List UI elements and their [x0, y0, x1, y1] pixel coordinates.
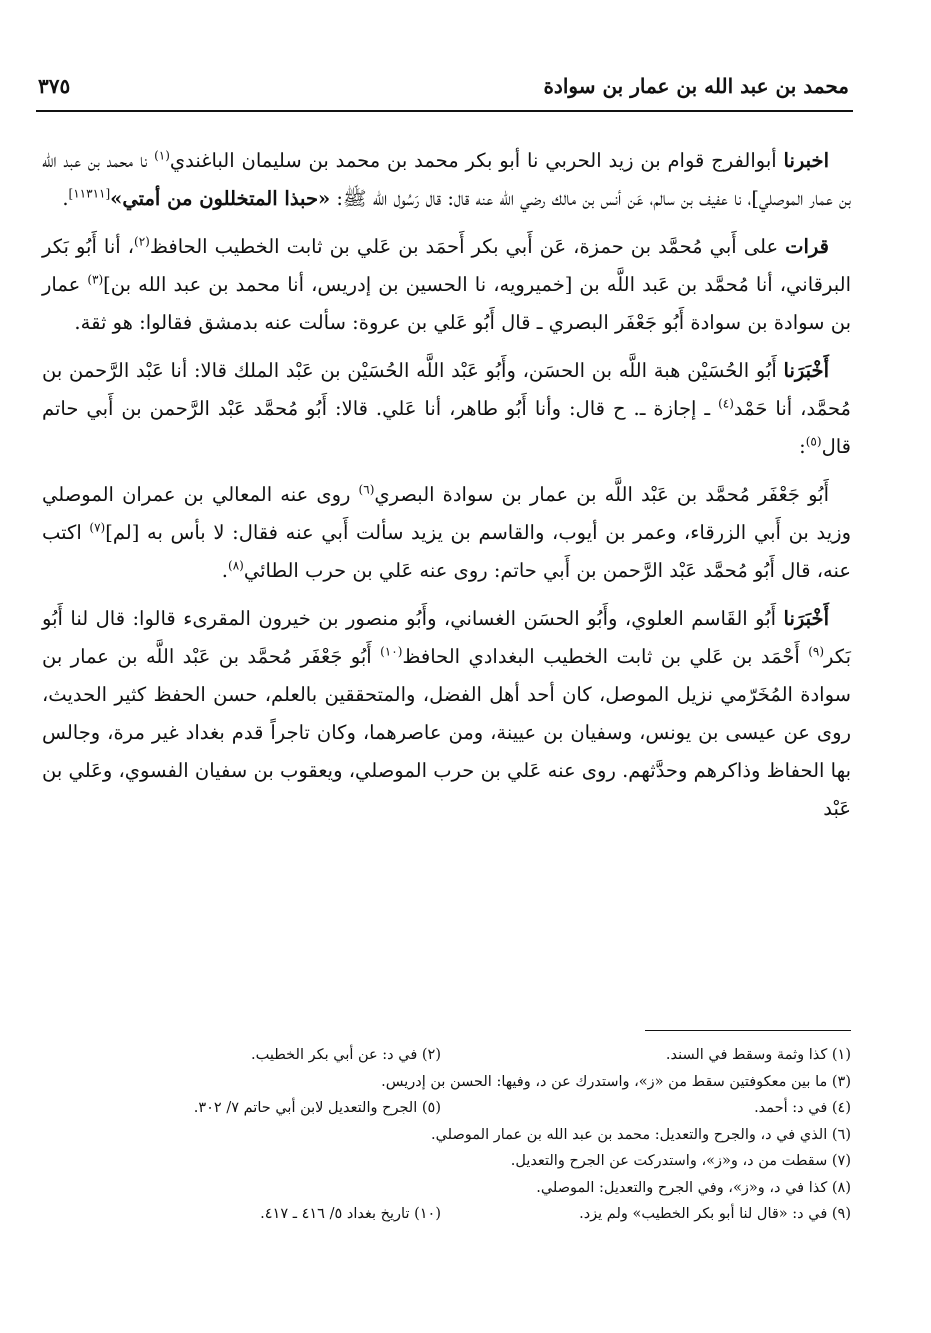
footnote-row	[60, 1148, 851, 1175]
footnote-ref: (٦)	[358, 482, 375, 497]
running-title: محمد بن عبد الله بن عمار بن سوادة	[543, 74, 849, 98]
footnote-rule	[645, 1030, 851, 1031]
footnote-ref: (٢)	[134, 234, 150, 249]
footnote: (٤) في د: أحمد.	[754, 1100, 851, 1116]
footnote-row	[60, 1122, 851, 1149]
footnote: (٢) في د: عن أبي بكر الخطيب.	[251, 1047, 441, 1063]
paragraph: أَخْبَرَنا أَبُو الحُسَيْن هبة اللَّه بن الحسَن، وأَبُو عَبْد اللَّه الحُسَيْن بن عَبْد الملك قالا: أنا عَبْد الرَّحمن بن مُحمَّد، أنا حَمْد$^{(٤)}$ ـ إجازة ـ. ح قال: وأنا أَبُو طاهر، أنا عَلي. قالا: أَبُو مُحمَّد عَبْد الرَّحمن بن أَبي حاتم قال$^{(٥)}$:	[42, 359, 851, 458]
footnote-ref: (٨)	[228, 558, 244, 573]
footnote-ref: (٣)	[87, 272, 104, 287]
header-rule	[36, 110, 853, 112]
hadith-quote: «حبذا المتخللون من أمتي»	[110, 187, 331, 210]
footnote-ref: (١٠)	[380, 644, 403, 659]
footnote: (١٠) تاريخ بغداد ٥/ ٤١٦ ـ ٤١٧.	[260, 1206, 441, 1222]
paragraph-lead: اخبرنا	[783, 149, 829, 172]
footnote: (٩) في د: «قال لنا أبو بكر الخطيب» ولم يزد.	[579, 1206, 851, 1222]
footnote-ref: (٥)	[805, 434, 822, 449]
paragraph: أَبُو جَعْفَر مُحمَّد بن عَبْد اللَّه بن عمار بن سوادة البصري$^{(٦)}$ روى عنه المعالي بن عمران الموصلي وزيد بن أَبي الزرقاء، وعمر بن أيوب، والقاسم بن يزيد سألت أَبي عنه فقال: لا بأس به [لم]$^{(٧)}$ اكتب عنه، قال أَبُو مُحمَّد عَبْد الرَّحمن بن أَبي حاتم: روى عنه عَلي بن حرب الطائي$^{(٨)}$.	[42, 482, 851, 582]
paragraph: أَخْبَرَنا أَبُو القَاسم العلوي، وأَبُو الحسَن الغساني، وأَبُو منصور بن خيرون المقرىء قالوا: قال لنا أَبُو بَكر$^{(٩)}$ أَحْمَد بن عَلي بن ثابت الخطيب البغدادي الحافظ$^{(١٠)}$ أَبُو جَعْفَر مُحمَّد بن عَبْد اللَّه بن عمار بن سوادة المُخَرّمي نزيل الموصل، كان أحد أهل الفضل، والمتحققين بالعلم، حسن الحفظ كثير الحديث، روى عن عيسى بن يونس، وسفيان بن عيينة، ومن عاصرهما، وكان تاجراً قدم بغداد غير مرة، وجالس بها الحفاظ وذاكرهم وحدَّثهم. روى عنه عَلي بن حرب الموصلي، ويعقوب بن سفيان الفسوي، وعَلي بن عَبْد	[42, 607, 852, 820]
paragraph-lead: قرات	[785, 235, 829, 258]
footnote-ref: (٤)	[718, 396, 734, 411]
paragraph-lead: أَخْبَرَنا	[783, 359, 829, 382]
footnote-ref: (١)	[154, 148, 170, 163]
paragraph: قرات على أَبي مُحمَّد بن حمزة، عَن أَبي بكر أَحمَد بن عَلي بن ثابت الخطيب الحافظ$^{(٢)}$، أنا أَبُو بَكر البرقاني، أنا مُحمَّد بن عَبد اللَّه بن [خميرويه، نا الحسين بن إدريس، أنا محمد بن عبد الله بن]$^{(٣)}$ عمار بن سوادة بن سوادة أَبُو جَعْفَر البصري ـ قال أَبُو عَلي بن عروة: سألت عنه بدمشق فقالوا: هو ثقة.	[42, 234, 851, 334]
footnote: (٨) كذا في د، و«ز»، وفي الجرح والتعديل: الموصلي.	[536, 1179, 851, 1196]
paragraph: اخبرنا أبوالفرج قوام بن زيد الحربي نا أبو بكر محمد بن محمد بن سليمان الباغندي$^{(١)}$ نا محمد بن عبد الله بن عمار الموصلي]، نا عفيف بن سالم، عَن أنس بن مالك رضي الله عنه قال: قال رَسُول الله ﷺ: «حبذا المتخللون من أمتي»[١١٣١١].	[42, 148, 851, 210]
footnote-row	[60, 1042, 851, 1069]
footnotes	[60, 1042, 851, 1228]
footnote-row	[60, 1069, 851, 1096]
hadith-number: [١١٣١١]	[68, 186, 111, 201]
footnote-ref: (٩)	[808, 644, 825, 659]
footnote: (١) كذا وثمة وسقط في السند.	[665, 1047, 851, 1063]
page-header	[38, 68, 849, 104]
page-number: ٣٧٥	[38, 74, 71, 98]
paragraph-lead: أَخْبَرَنا	[783, 607, 829, 630]
footnote-row	[60, 1095, 851, 1122]
footnote-row	[60, 1175, 851, 1202]
footnote-ref: (٧)	[89, 520, 106, 535]
footnote: (٣) ما بين معكوفتين سقط من «ز»، واستدرك عن د، وفيها: الحسن بن إدريس.	[381, 1073, 851, 1090]
footnote: (٦) الذي في د، والجرح والتعديل: محمد بن عبد الله بن عمار الموصلي.	[430, 1126, 851, 1143]
main-text	[42, 142, 851, 838]
footnote-row	[60, 1201, 851, 1228]
footnote: (٥) الجرح والتعديل لابن أبي حاتم ٧/ ٣٠٢.	[193, 1100, 441, 1116]
footnote: (٧) سقطت من د، و«ز»، واستدركت عن الجرح والتعديل.	[510, 1153, 851, 1169]
